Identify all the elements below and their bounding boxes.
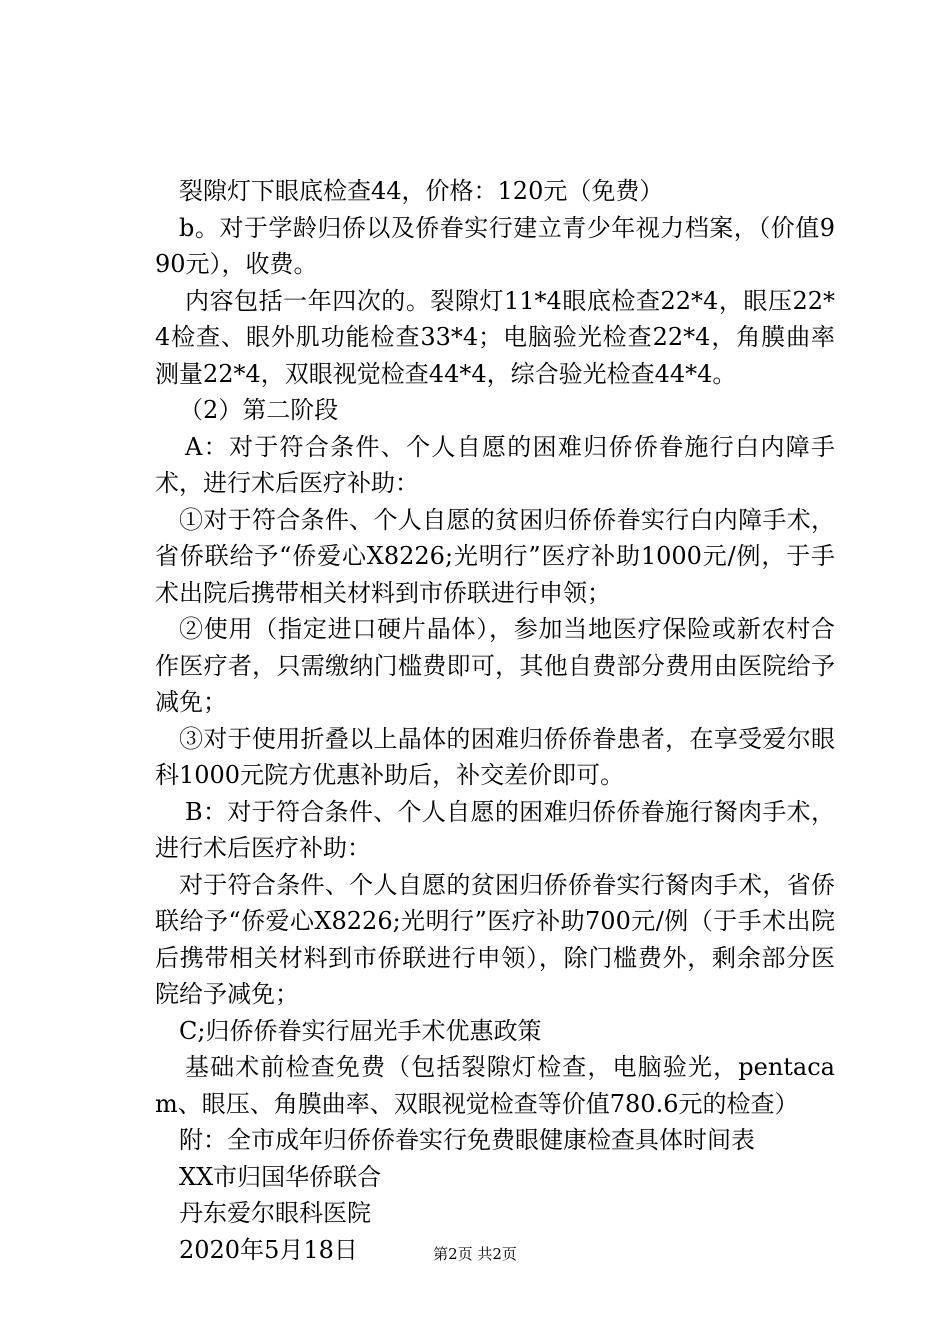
paragraph-youth-vision-archive: b。对于学龄归侨以及侨眷实行建立青少年视力档案，（价值990元），收费。 [155,213,835,278]
paragraph-pterygium-subsidy: 对于符合条件、个人自愿的贫困归侨侨眷实行胬肉手术，省侨联给予“侨爱心X8226;光明行”医疗补助700元/例（于手术出院后携带相关材料到市侨联进行申领），除门槛费外，剩余部分医院给予减免； [155,870,835,1008]
paragraph-attachment: 附：全市成年归侨侨眷实行免费眼健康检查具体时间表 [179,1126,755,1154]
paragraph-item-1: ①对于符合条件、个人自愿的贫困归侨侨眷实行白内障手术，省侨联给予“侨爱心X8226;光明行”医疗补助1000元/例，于手术出院后携带相关材料到市侨联进行申领； [155,505,835,607]
paragraph-slit-lamp-exam: 裂隙灯下眼底检查44，价格：120元（免费） [179,177,664,205]
signature-federation: XX市归国华侨联合 [179,1162,382,1191]
document-date: 2020年5月18日 [179,1235,358,1264]
paragraph-item-3: ③对于使用折叠以上晶体的困难归侨侨眷患者，在享受爱尔眼科1000元院方优惠补助后，补交差价即可。 [155,724,835,789]
paragraph-stage-two-heading: （2）第二阶段 [179,396,339,424]
paragraph-section-b: B：对于符合条件、个人自愿的困难归侨侨眷施行胬肉手术，进行术后医疗补助： [155,797,835,862]
paragraph-item-2: ②使用（指定进口硬片晶体），参加当地医疗保险或新农村合作医疗者，只需缴纳门槛费即可，其他自费部分费用由医院给予减免； [155,615,835,716]
signature-hospital: 丹东爱尔眼科医院 [179,1199,371,1227]
page-footer: 第2页 共2页 [433,1245,517,1263]
paragraph-preop-exam: 基础术前检查免费（包括裂隙灯检查，电脑验光，pentacam、眼压、角膜曲率、双眼视觉检查等价值780.6元的检查） [155,1053,835,1118]
document-body [155,173,835,1268]
paragraph-exam-contents: 内容包括一年四次的。裂隙灯11*4眼底检查22*4，眼压22*4检查、眼外肌功能检查33*4；电脑验光检查22*4，角膜曲率测量22*4，双眼视觉检查44*4，综合验光检查44*4。 [155,286,835,388]
paragraph-section-c: C;归侨侨眷实行屈光手术优惠政策 [179,1016,542,1045]
paragraph-section-a: A：对于符合条件、个人自愿的困难归侨侨眷施行白内障手术，进行术后医疗补助： [155,432,835,497]
